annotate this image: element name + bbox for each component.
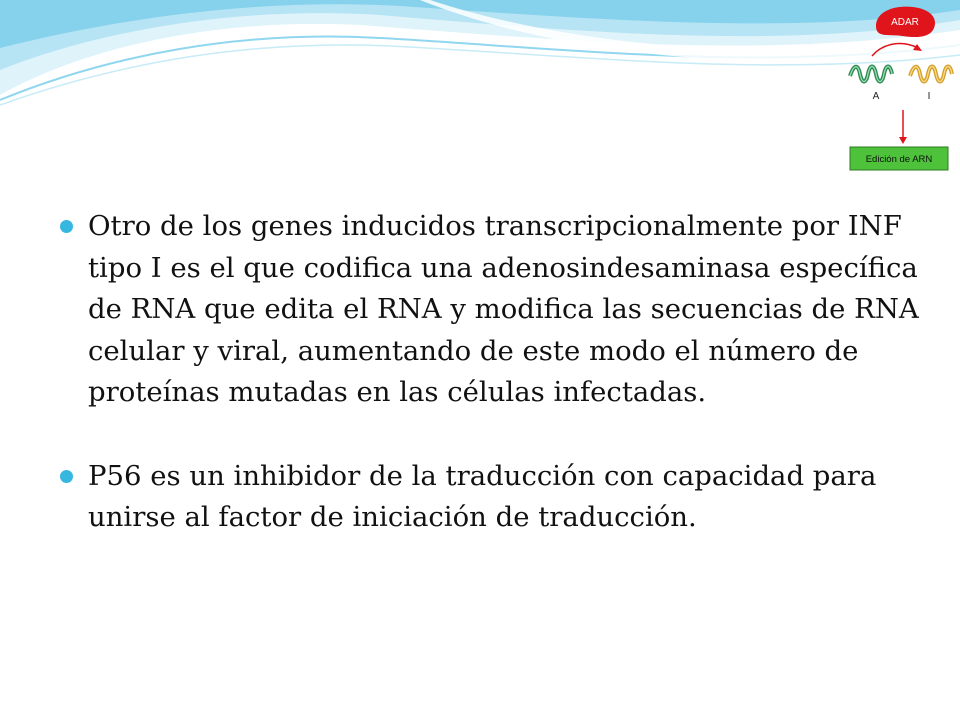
bullet-text: Otro de los genes inducidos transcripcionalmente por INF tipo I es el que codifica una adenosindesaminasa específica de RNA que edita el RNA y modifica las secuencias de RNA celular y viral, aumentando de este modo el número de proteínas mutadas en las células infectadas.: [88, 210, 919, 409]
enzyme-label: ADAR: [891, 17, 919, 28]
arrow-head: [913, 44, 922, 51]
wave-decoration: [0, 0, 960, 120]
rna-helix-icon: [850, 67, 892, 82]
bullet-dot-icon: [60, 470, 73, 483]
left-label: A: [872, 91, 880, 102]
bullet-dot-icon: [60, 220, 73, 233]
rna-editing-figure: [838, 0, 960, 180]
down-arrow-head: [899, 137, 907, 144]
bullet-item: [60, 206, 920, 414]
arrow-icon: [872, 44, 918, 56]
bullet-text: P56 es un inhibidor de la traducción con capacidad para unirse al factor de iniciación de traducción.: [88, 459, 877, 534]
right-label: I: [927, 91, 931, 102]
bullet-item: [60, 456, 920, 539]
bullet-list: [60, 206, 920, 539]
rna-helix-icon: [910, 67, 952, 82]
result-label: Edición de ARN: [865, 154, 933, 165]
